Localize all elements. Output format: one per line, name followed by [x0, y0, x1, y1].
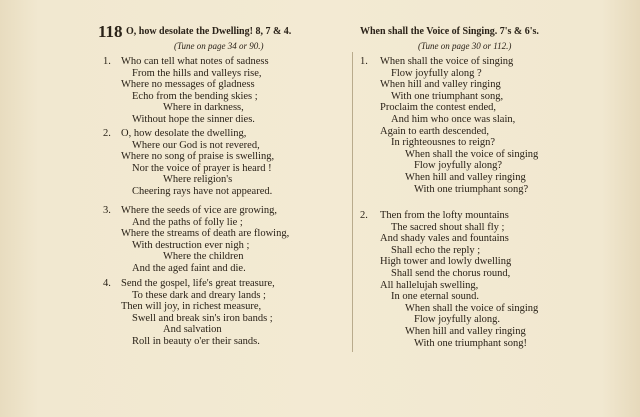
verse-line: Swell and break sin's iron bands ; — [132, 312, 273, 324]
left-hymn-title: O, how desolate the Dwelling! 8, 7 & 4. — [126, 26, 292, 37]
verse-line: Who can tell what notes of sadness — [121, 56, 269, 67]
stanza-number: 4. — [103, 278, 111, 289]
verse-line: Then from the lofty mountains — [380, 210, 509, 221]
verse-line: Without hope the sinner dies. — [132, 113, 255, 125]
verse-line: Flow joyfully along. — [414, 314, 501, 326]
verse-line: And salvation — [163, 324, 222, 336]
verse-line: Where no song of praise is swelling, — [121, 151, 275, 163]
verse-line: Roll in beauty o'er their sands. — [132, 335, 260, 347]
verse-line: Where the children — [163, 251, 244, 263]
verse-line: O, how desolate the dwelling, — [121, 128, 247, 139]
right-hymn-title: When shall the Voice of Singing. 7's & 6's. — [360, 26, 539, 37]
verse-line: Again to earth descended, — [380, 125, 490, 137]
verse-line: With one triumphant song? — [414, 183, 529, 195]
verse-line: All hallelujah swelling, — [380, 279, 479, 291]
verse-line: Shall send the chorus round, — [391, 267, 511, 279]
verse-line: Cheering rays have not appeared. — [132, 185, 273, 197]
verse-line: When shall the voice of singing — [405, 148, 539, 160]
verse-line: To these dark and dreary lands ; — [132, 289, 266, 301]
verse-line: With one triumphant song, — [391, 90, 504, 102]
verse-line: Flow joyfully along? — [414, 160, 503, 172]
verse-line: Send the gospel, life's great treasure, — [121, 278, 275, 289]
verse-line: Where our God is not revered, — [132, 139, 260, 151]
verse-line: When shall the voice of singing — [405, 302, 539, 314]
verse-line: Where no messages of gladness — [121, 79, 255, 91]
verse-line: And the paths of folly lie ; — [132, 216, 243, 228]
verse-line: And him who once was slain, — [391, 113, 516, 125]
verse-line: High tower and lowly dwelling — [380, 256, 512, 268]
verse-line: And shady vales and fountains — [380, 233, 509, 245]
verse-line: When hill and valley ringing — [405, 171, 526, 183]
verse-line: The sacred shout shall fly ; — [391, 221, 505, 233]
verse-line: Where the seeds of vice are growing, — [121, 205, 277, 216]
verse-line: And the aged faint and die. — [132, 262, 246, 274]
verse-line: Nor the voice of prayer is heard ! — [132, 162, 272, 174]
verse-line: Where in darkness, — [163, 102, 244, 114]
verse-line: When shall the voice of singing — [380, 56, 514, 67]
verse-line: Where the streams of death are flowing, — [121, 228, 290, 240]
verse-line: When hill and valley ringing — [405, 325, 526, 337]
verse-line: From the hills and valleys rise, — [132, 67, 262, 79]
left-tune-reference: (Tune on page 34 or 90.) — [174, 41, 264, 51]
verse-line: Echo from the bending skies ; — [132, 90, 258, 102]
stanza-number: 2. — [360, 210, 368, 221]
stanza-number: 2. — [103, 128, 111, 139]
stanza-number: 3. — [103, 205, 111, 216]
right-tune-reference: (Tune on page 30 or 112.) — [418, 41, 512, 51]
verse-line: Then will joy, in richest measure, — [121, 301, 262, 313]
column-divider — [352, 52, 353, 352]
verse-line: In righteousnes to reign? — [391, 137, 496, 149]
verse-line: Flow joyfully along ? — [391, 67, 482, 79]
stanza-number: 1. — [103, 56, 111, 67]
verse-line: With destruction ever nigh ; — [132, 239, 250, 251]
verse-line: In one eternal sound. — [391, 291, 480, 303]
stanza-number: 1. — [360, 56, 368, 67]
verse-line: Shall echo the reply ; — [391, 244, 481, 256]
verse-line: With one triumphant song! — [414, 337, 528, 349]
page-number: 118 — [98, 22, 123, 41]
verse-line: When hill and valley ringing — [380, 79, 501, 91]
verse-line: Proclaim the contest ended, — [380, 102, 497, 114]
verse-line: Where religion's — [163, 174, 233, 186]
